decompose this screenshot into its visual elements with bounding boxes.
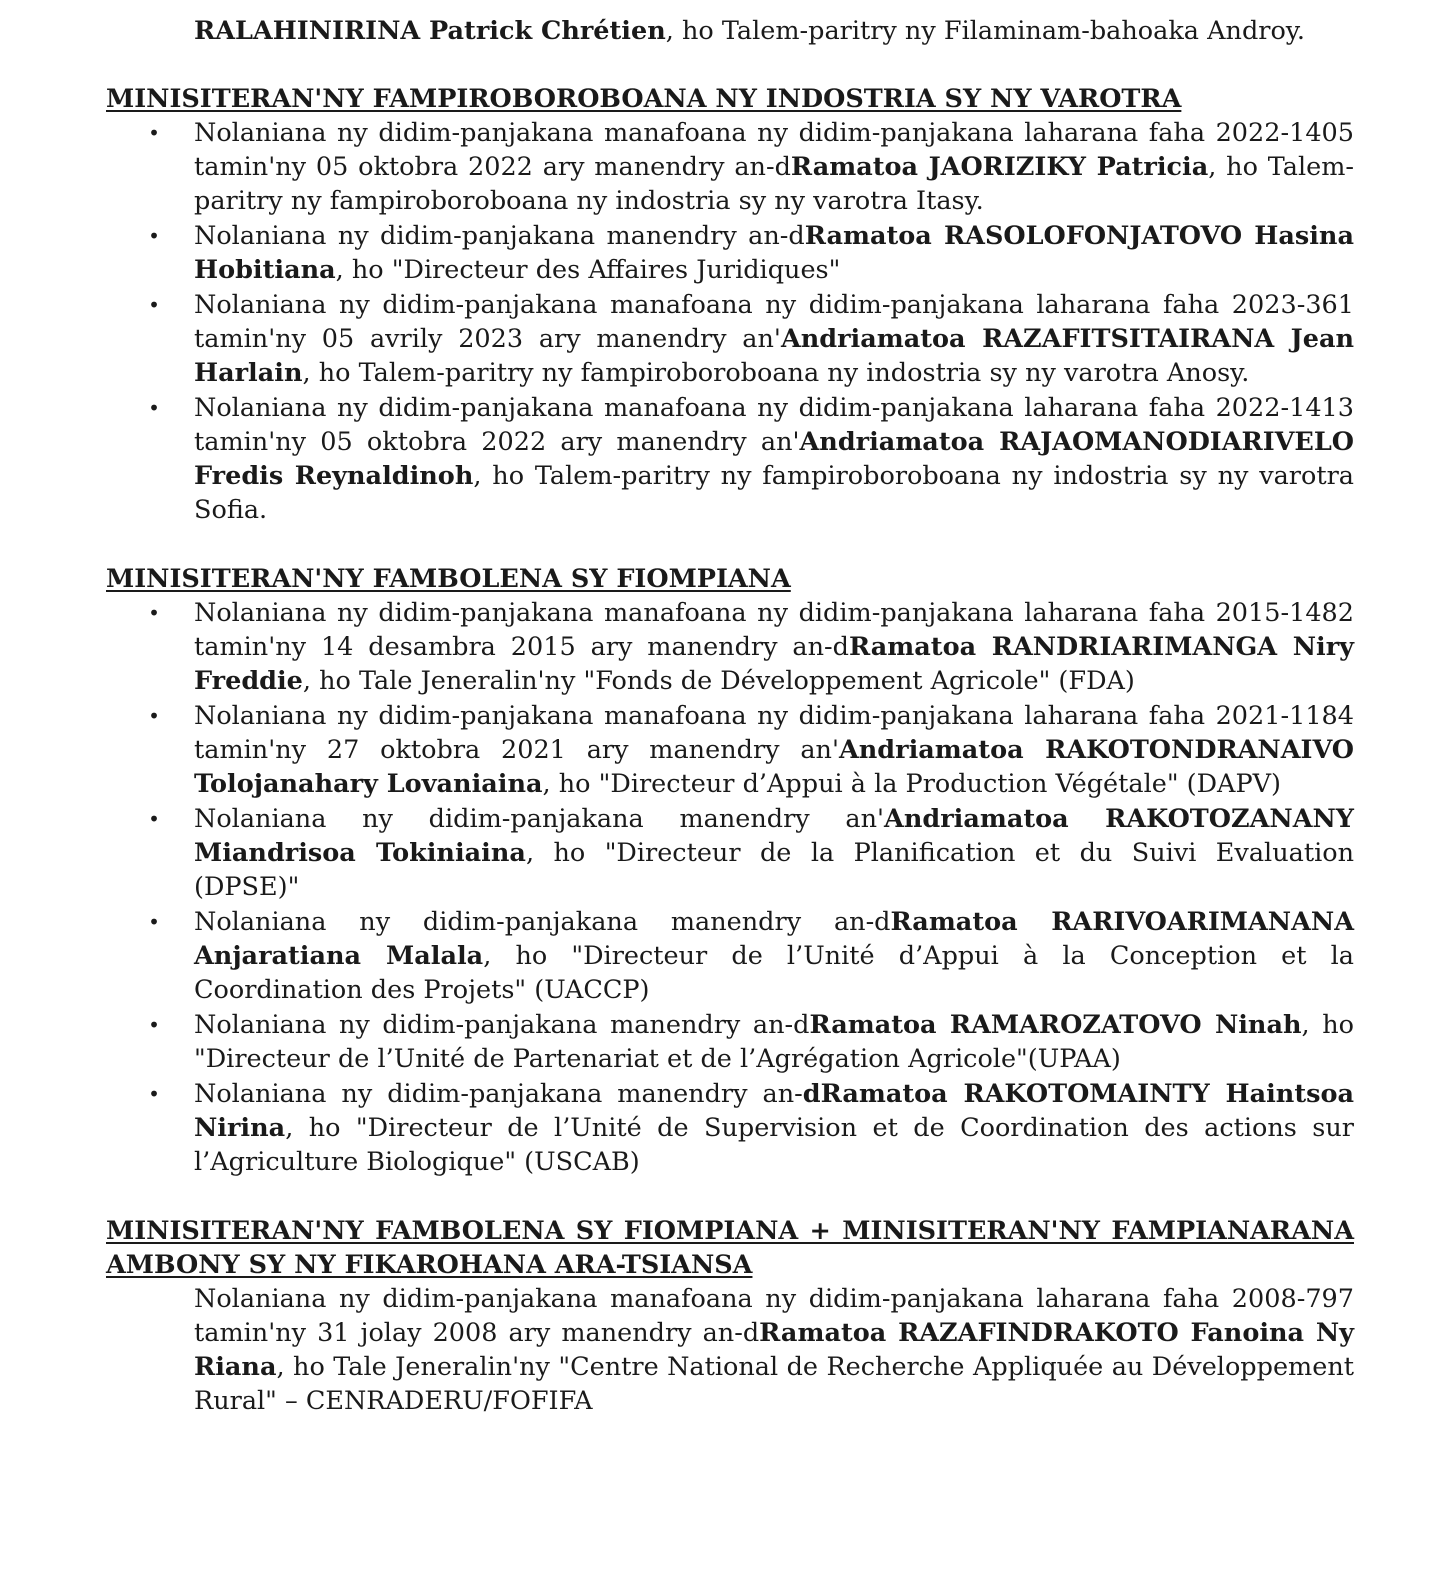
spacer <box>106 528 1354 562</box>
item-name: dRamatoa RAKOTOMAINTY Haintsoa Nirina <box>194 1079 1354 1143</box>
item-text: , ho "Directeur des Affaires Juridiques" <box>335 255 841 285</box>
item-text: , ho Tale Jeneralin'ny "Fonds de Développement Agricole" (FDA) <box>302 666 1135 696</box>
item-name: Ramatoa RANDRIARIMANGA Niry Freddie <box>194 632 1354 696</box>
item-text: Nolaniana ny didim-panjakana manendry an- <box>194 1079 803 1109</box>
list-item <box>106 596 1354 698</box>
list-item <box>106 1008 1354 1076</box>
spacer <box>106 48 1354 82</box>
item-text: , ho Talem-paritry ny fampiroboroboana ny indostria sy ny varotra Anosy. <box>302 358 1250 388</box>
section-list-industry <box>106 116 1354 527</box>
section-list-agriculture <box>106 596 1354 1179</box>
bullet-icon <box>148 596 160 630</box>
section-paragraph-research <box>106 1282 1354 1418</box>
item-name: Andriamatoa RAJAOMANODIARIVELO Fredis Reynaldinoh <box>194 427 1355 491</box>
item-text: Nolaniana ny didim-panjakana manendry an-d <box>194 907 891 937</box>
intro-name: RALAHINIRINA Patrick Chrétien <box>194 16 666 46</box>
item-text: , ho "Directeur d’Appui à la Production Végétale" (DAPV) <box>542 769 1281 799</box>
list-item <box>106 219 1354 287</box>
item-text: Nolaniana ny didim-panjakana manafoana ny didim-panjakana laharana faha 2021-1184 tamin'ny 27 oktobra 2021 ary manendry an' <box>194 701 1354 765</box>
item-text: Nolaniana ny didim-panjakana manendry an' <box>194 804 885 834</box>
item-text: Nolaniana ny didim-panjakana manendry an-d <box>194 221 805 251</box>
section-heading-agriculture-research: MINISITERAN'NY FAMBOLENA SY FIOMPIANA + MINISITERAN'NY FAMPIANARANA AMBONY SY NY FIKAROHANA ARA-TSIANSA <box>106 1216 1354 1280</box>
document-page <box>106 14 1354 1418</box>
bullet-icon <box>148 1077 160 1111</box>
item-text: Nolaniana ny didim-panjakana manendry an-d <box>194 1010 810 1040</box>
bullet-icon <box>148 116 160 150</box>
section-heading-agriculture: MINISITERAN'NY FAMBOLENA SY FIOMPIANA <box>106 564 791 594</box>
item-text: , ho "Directeur de l’Unité de Partenariat et de l’Agrégation Agricole"(UPAA) <box>194 1010 1354 1074</box>
list-item <box>106 1077 1354 1179</box>
list-item <box>106 802 1354 904</box>
bullet-icon <box>148 905 160 939</box>
list-item <box>106 116 1354 218</box>
item-text: Nolaniana ny didim-panjakana manafoana ny didim-panjakana laharana faha 2022-1405 tamin'ny 05 oktobra 2022 ary manendry an-d <box>194 118 1354 182</box>
bullet-icon <box>148 699 160 733</box>
item-text: Nolaniana ny didim-panjakana manafoana ny didim-panjakana laharana faha 2008-797 tamin'ny 31 jolay 2008 ary manendry an-d <box>194 1284 1354 1348</box>
item-name: Andriamatoa RAKOTONDRANAIVO Tolojanahary Lovaniaina <box>194 735 1354 799</box>
item-text: , ho "Directeur de la Planification et du Suivi Evaluation (DPSE)" <box>194 838 1354 902</box>
item-text: , ho Talem-paritry ny fampiroboroboana ny indostria sy ny varotra Sofia. <box>194 461 1354 525</box>
list-item <box>106 391 1354 527</box>
bullet-icon <box>148 1008 160 1042</box>
bullet-icon <box>148 802 160 836</box>
item-name: Ramatoa RAMAROZATOVO Ninah <box>809 1010 1302 1040</box>
item-name: Andriamatoa RAKOTOZANANY Miandrisoa Tokiniaina <box>194 804 1354 868</box>
list-item <box>106 905 1354 1007</box>
item-text: , ho Talem-paritry ny fampiroboroboana ny indostria sy ny varotra Itasy. <box>194 152 1355 216</box>
list-item <box>106 699 1354 801</box>
item-text: Nolaniana ny didim-panjakana manafoana ny didim-panjakana laharana faha 2023-361 tamin'ny 05 avrily 2023 ary manendry an' <box>194 290 1354 354</box>
intro-paragraph <box>106 14 1354 48</box>
item-text: Nolaniana ny didim-panjakana manafoana ny didim-panjakana laharana faha 2022-1413 tamin'ny 05 oktobra 2022 ary manendry an' <box>194 393 1354 457</box>
item-text: Nolaniana ny didim-panjakana manafoana ny didim-panjakana laharana faha 2015-1482 tamin'ny 14 desambra 2015 ary manendry an-d <box>194 598 1354 662</box>
item-name: Ramatoa JAORIZIKY Patricia <box>790 152 1209 182</box>
item-text: , ho "Directeur de l’Unité d’Appui à la Conception et la Coordination des Projets" (UACCP) <box>194 941 1354 1005</box>
bullet-icon <box>148 288 160 322</box>
item-text: , ho "Directeur de l’Unité de Supervision et de Coordination des actions sur l’Agriculture Biologique" (USCAB) <box>194 1113 1354 1177</box>
item-text: , ho Tale Jeneralin'ny "Centre National de Recherche Appliquée au Développement Rural" – CENRADERU/FOFIFA <box>194 1352 1354 1416</box>
spacer <box>106 1180 1354 1214</box>
item-name: Ramatoa RAZAFINDRAKOTO Fanoina Ny Riana <box>194 1318 1354 1382</box>
section-heading-industry: MINISITERAN'NY FAMPIROBOROBOANA NY INDOSTRIA SY NY VAROTRA <box>106 84 1182 114</box>
bullet-icon <box>148 391 160 425</box>
bullet-icon <box>148 219 160 253</box>
item-name: Ramatoa RASOLOFONJATOVO Hasina Hobitiana <box>194 221 1354 285</box>
item-name: Ramatoa RARIVOARIMANANA Anjaratiana Malala <box>194 907 1354 971</box>
list-item <box>106 288 1354 390</box>
intro-text: , ho Talem-paritry ny Filaminam-bahoaka Androy. <box>665 16 1305 46</box>
item-name: Andriamatoa RAZAFITSITAIRANA Jean Harlain <box>194 324 1355 388</box>
